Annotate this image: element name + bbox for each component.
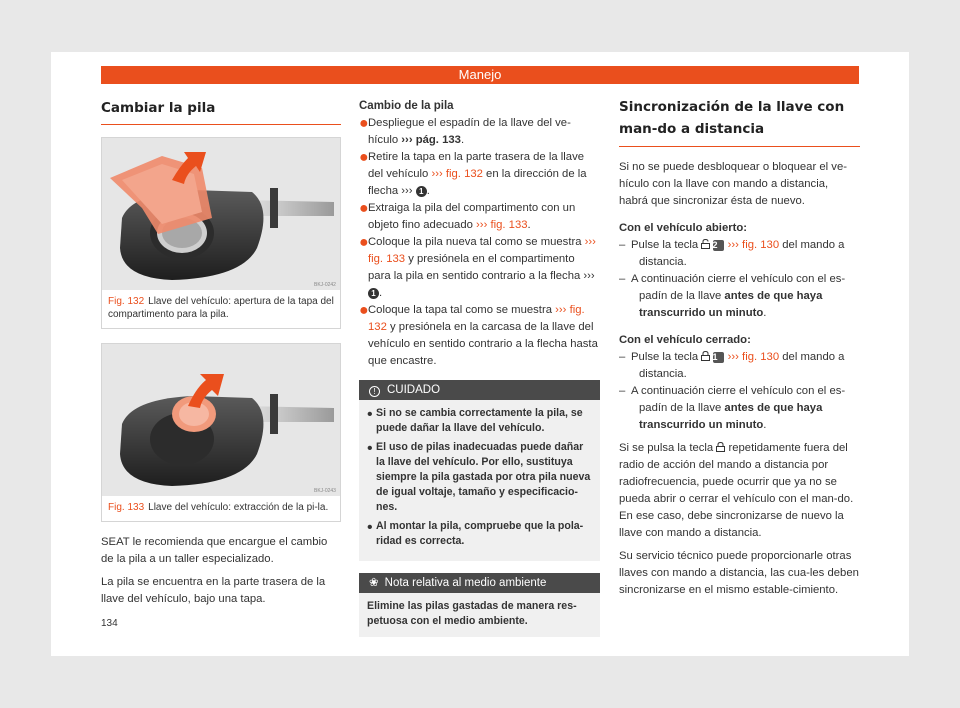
info-icon: ! <box>369 386 380 397</box>
section-title-sync: Sincronización de la llave con man-do a distancia <box>619 96 860 147</box>
caution-title: CUIDADO <box>387 384 441 396</box>
list-item: ● Despliegue el espadín de la llave del ve-hículo ››› pág. 133. <box>359 115 571 146</box>
paragraph: Su servicio técnico puede proporcionarle otras llaves con mando a distancia, las cua-les deben sincronizarse en el mismo estable-cimiento. <box>619 550 859 596</box>
list-item: ● Coloque la pila nueva tal como se muestra ››› fig. 133 y presiónela en el compartimento para la pila en sentido contrario a la flecha ››› 1 . <box>359 234 596 299</box>
list-item: ● Coloque la tapa tal como se muestra ››› fig. 132 y presiónela en la carcasa de la llave del vehículo en sentido contrario a la flecha hasta que encastre. <box>359 302 598 367</box>
figure-link[interactable]: ››› fig. 133 <box>368 236 596 265</box>
subtitle: Con el vehículo abierto: <box>619 222 748 234</box>
figure-link[interactable]: ››› fig. 132 <box>368 304 585 333</box>
list-item: – A continuación cierre el vehículo con el es-padín de la llave antes de que haya transcurrido un minuto. <box>619 273 846 319</box>
leaf-icon: ❀ <box>369 577 379 589</box>
figure-number: Fig. 132 <box>108 296 145 307</box>
left-column <box>101 96 341 608</box>
chapter-header: Manejo <box>101 66 859 84</box>
list-item: – Pulse la tecla 1 ››› fig. 130 del mando a distancia. <box>619 351 845 380</box>
caution-header <box>359 380 600 400</box>
figure-code: BKJ-0242 <box>314 282 336 288</box>
figure-caption-text: Llave del vehículo: apertura de la tapa del compartimento para la pila. <box>108 296 334 320</box>
subtitle: Con el vehículo cerrado: <box>619 334 751 346</box>
subtitle: Cambio de la pila <box>359 100 454 112</box>
figure-link[interactable]: ››› fig. 130 <box>727 351 780 363</box>
figure-link[interactable]: ››› fig. 132 <box>431 168 483 180</box>
figure-132 <box>101 137 341 329</box>
middle-column <box>359 98 600 637</box>
key-number-badge: 2 <box>713 240 724 251</box>
paragraph: Si no se puede desbloquear o bloquear el ve-hículo con la llave con mando a distancia, habrá que sincronizar ésta de nuevo. <box>619 161 847 207</box>
paragraph: La pila se encuentra en la parte trasera de la llave del vehículo, bajo una tapa. <box>101 576 326 605</box>
environment-text: Elimine las pilas gastadas de manera res-petuosa con el medio ambiente. <box>367 600 577 627</box>
list-item: ● Extraiga la pila del compartimento con un objeto fino adecuado ››› fig. 133. <box>359 200 576 231</box>
figure-code: BKJ-0243 <box>314 488 336 494</box>
caution-box: ! CUIDADO • Si no se cambia correctamente la pila, se puede dañar la llave del vehículo. • El uso de pilas inadecuadas puede dañar la llave del vehículo. Por ello, sustituya siempre la pila gastada por otra pila nueva de igual voltaje, tamaño y especificacio-nes. • Al montar la pila, compruebe que la pola-ridad es correcta. <box>359 380 600 561</box>
lock-icon <box>701 351 710 361</box>
figure-link[interactable]: ››› fig. 133 <box>476 219 528 231</box>
environment-header <box>359 573 600 593</box>
list-item: – Pulse la tecla 2 ››› fig. 130 del mando a distancia. <box>619 239 845 268</box>
paragraph: Si se pulsa la tecla repetidamente fuera del radio de acción del mando a distancia por radiofrecuencia, puede ocurrir que ya no se pueda abrir o cerrar el vehículo con el man-do. En ese caso, debe sincronizarse de nuevo la llave con mando a distancia. <box>619 442 854 539</box>
section-title-battery: Cambiar la pila <box>101 96 341 125</box>
environment-title: Nota relativa al medio ambiente <box>384 577 547 589</box>
figure-caption-text: Llave del vehículo: extracción de la pi-la. <box>148 502 329 513</box>
list-item: ● Retire la tapa en la parte trasera de la llave del vehículo ››› fig. 132 en la dirección de la flecha ››› 1 . <box>359 149 587 197</box>
right-column <box>619 96 860 599</box>
figure-number: Fig. 133 <box>108 502 145 513</box>
figure-link[interactable]: ››› fig. 130 <box>727 239 780 251</box>
lock-open-icon <box>701 239 710 249</box>
key-cover-illustration <box>102 138 340 290</box>
figure-caption <box>102 290 340 328</box>
paragraph: SEAT le recomienda que encargue el cambio de la pila a un taller especializado. <box>101 536 328 565</box>
caution-item: El uso de pilas inadecuadas puede dañar la llave del vehículo. Por ello, sustituya siempre la pila gastada por otra pila nueva de igual voltaje, tamaño y especificacio-nes. <box>376 441 591 513</box>
lock-icon <box>716 442 725 452</box>
environment-box <box>359 573 600 637</box>
page-number: 134 <box>101 618 118 629</box>
arrow-ref-icon: 1 <box>368 288 379 299</box>
figure-caption <box>102 496 340 521</box>
caution-item: Si no se cambia correctamente la pila, se puede dañar la llave del vehículo. <box>376 407 583 434</box>
key-battery-illustration <box>102 344 340 496</box>
page-link[interactable]: ››› pág. 133 <box>401 134 461 146</box>
caution-item: Al montar la pila, compruebe que la pola-ridad es correcta. <box>376 520 584 547</box>
figure-133 <box>101 343 341 522</box>
arrow-ref-icon: 1 <box>416 186 427 197</box>
key-number-badge: 1 <box>713 352 724 363</box>
list-item: – A continuación cierre el vehículo con el es-padín de la llave antes de que haya transcurrido un minuto. <box>619 385 846 431</box>
